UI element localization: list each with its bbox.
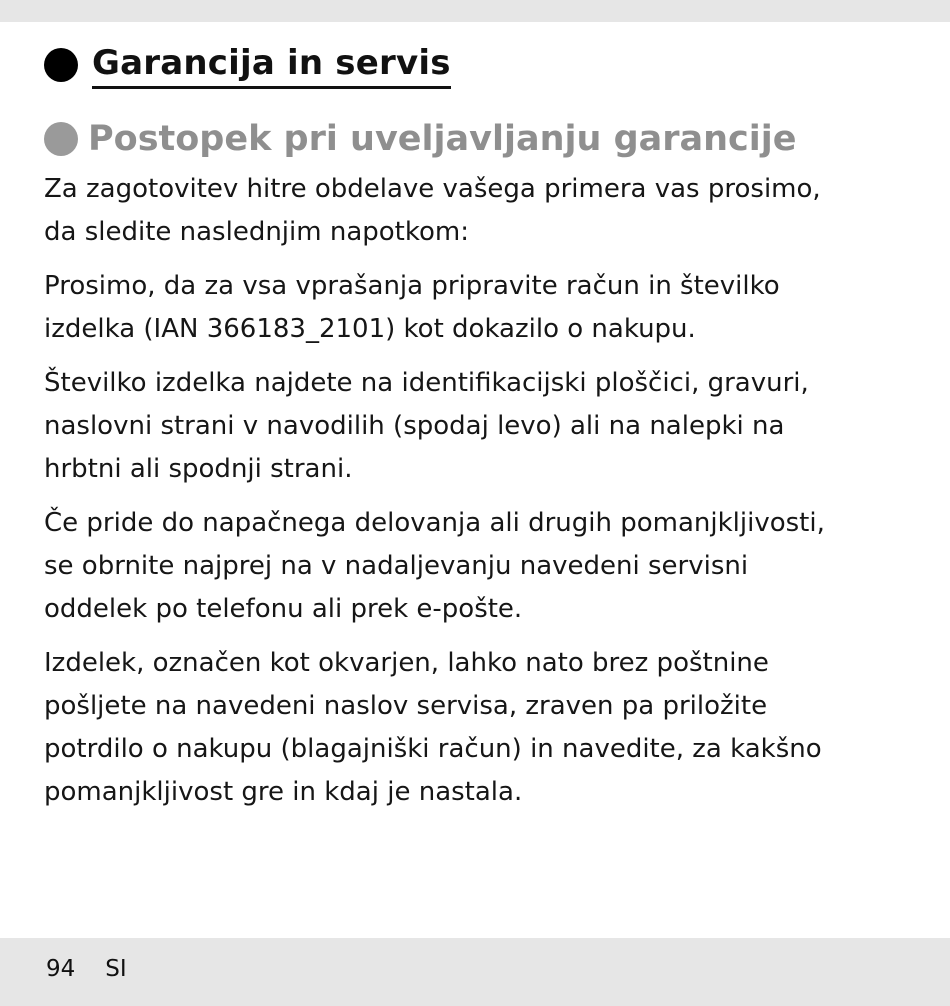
page-number: 94 [46,956,76,982]
bullet-icon [44,122,78,156]
subsection-title: Postopek pri uveljavljanju garancije [88,119,797,159]
paragraph: Prosimo, da za vsa vprašanja pripravite račun in številko izdelka (IAN 366183_2101) kot dokazilo o nakupu. [44,271,780,344]
section-title: Garancija in servis [92,42,451,89]
paragraph: Številko izdelka najdete na identifikacijski ploščici, gravuri, naslovni strani v navodilih (spodaj levo) ali na nalepki na hrbtni ali spodnji strani. [44,368,809,484]
section-heading [44,40,904,90]
footer-band [0,938,950,1006]
subsection-heading [44,116,904,162]
bullet-icon [44,48,78,82]
top-margin-band [0,0,950,22]
page-footer [46,956,127,982]
paragraph: Če pride do napačnega delovanja ali drugih pomanjkljivosti, se obrnite najprej na v nadaljevanju navedeni servisni oddelek po telefonu ali prek e-pošte. [44,508,825,624]
language-code: SI [105,956,127,982]
paragraph: Za zagotovitev hitre obdelave vašega primera vas prosimo, da sledite naslednjim napotkom: [44,174,821,247]
page-content [44,40,904,814]
paragraph: Izdelek, označen kot okvarjen, lahko nato brez poštnine pošljete na navedeni naslov servisa, zraven pa priložite potrdilo o nakupu (blagajniški račun) in navedite, za kakšno pomanjkljivost gre in kdaj je nastala. [44,648,822,807]
